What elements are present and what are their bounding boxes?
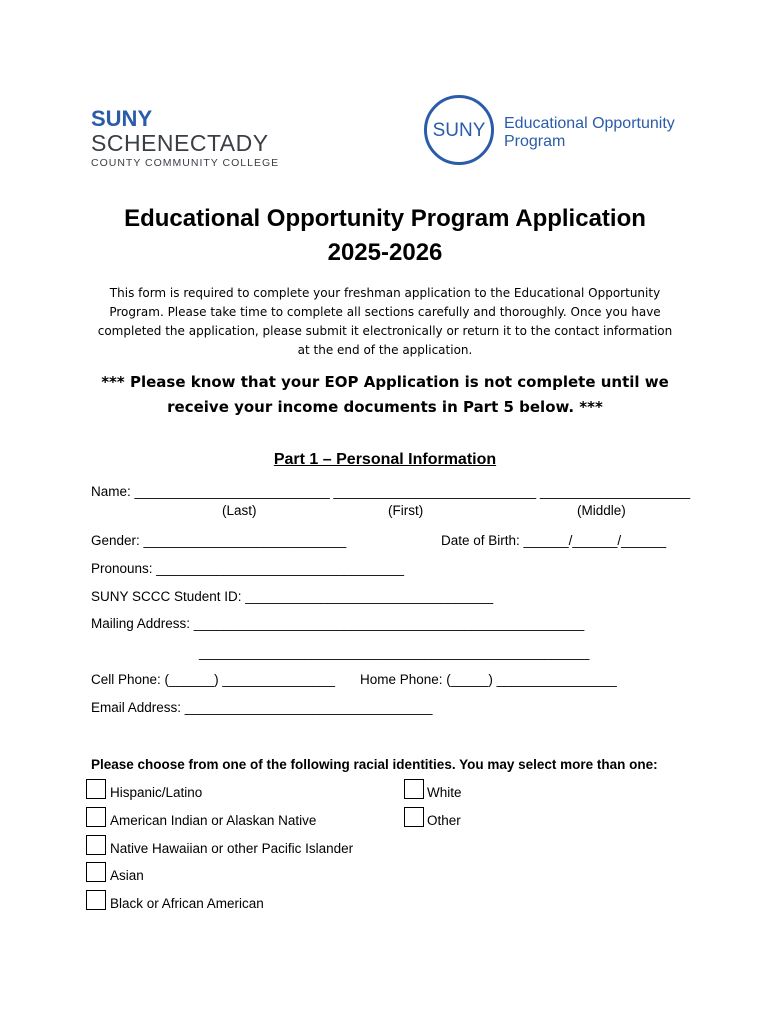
pronouns-field[interactable]: Pronouns: _________________________________ [91,561,405,576]
pacific-islander-checkbox[interactable] [86,835,106,855]
gender-field[interactable]: Gender: ___________________________ [91,533,347,548]
intro-paragraph: This form is required to complete your freshman application to the Educational Opportunity Program. Please take time to complete all sections carefully and thoroughly. Once you have completed the application, please submit it electronically or return it to the contact information at the end of the application. [97,286,673,357]
eop-logo [424,95,684,175]
white-checkbox[interactable] [404,779,424,799]
college-logo [91,108,279,170]
eop-logo-seal [424,95,494,165]
other-checkbox[interactable] [404,807,424,827]
white-label: White [427,785,462,800]
mailing-address-field[interactable]: Mailing Address: ____________________________________________________ [91,616,585,631]
hispanic-label: Hispanic/Latino [110,785,203,800]
black-label: Black or African American [110,896,264,911]
page-title: Educational Opportunity Program Application [124,205,646,232]
eop-logo-text [504,115,675,151]
home-phone-field[interactable]: Home Phone: (_____) ________________ [360,672,617,687]
american-indian-label: American Indian or Alaskan Native [110,813,317,828]
american-indian-checkbox[interactable] [86,807,106,827]
name-first-label: (First) [388,503,424,518]
income-notice: *** Please know that your EOP Application is not complete until we receive your income documents in Part 5 below. *** [101,373,669,416]
part1-heading: Part 1 – Personal Information [273,451,497,468]
other-label: Other [427,813,461,828]
college-logo-tagline: COUNTY COMMUNITY COLLEGE [91,157,280,169]
eop-logo-line1: Educational Opportunity [504,115,675,132]
mailing-address-line2[interactable]: ____________________________________________________ [199,645,590,660]
black-checkbox[interactable] [86,890,106,910]
hispanic-checkbox[interactable] [86,779,106,799]
dob-field[interactable]: Date of Birth: ______/______/______ [441,533,667,548]
asian-checkbox[interactable] [86,862,106,882]
page-title-year: 2025-2026 [327,239,443,266]
eop-logo-brand: SUNY [432,120,486,141]
student-id-field[interactable]: SUNY SCCC Student ID: _________________________________ [91,589,494,604]
eop-logo-line2: Program [504,133,566,150]
race-prompt: Please choose from one of the following racial identities. You may select more than one: [91,757,658,772]
asian-label: Asian [110,868,144,883]
name-field[interactable]: Name: __________________________ ___________________________ ____________________ [91,484,691,499]
email-field[interactable]: Email Address: _________________________________ [91,700,433,715]
pacific-islander-label: Native Hawaiian or other Pacific Islander [110,841,354,856]
college-logo-name: SCHENECTADY [91,130,269,156]
cell-phone-field[interactable]: Cell Phone: (______) _______________ [91,672,335,687]
name-middle-label: (Middle) [577,503,626,518]
name-last-label: (Last) [222,503,257,518]
college-logo-brand: SUNY [91,106,153,131]
